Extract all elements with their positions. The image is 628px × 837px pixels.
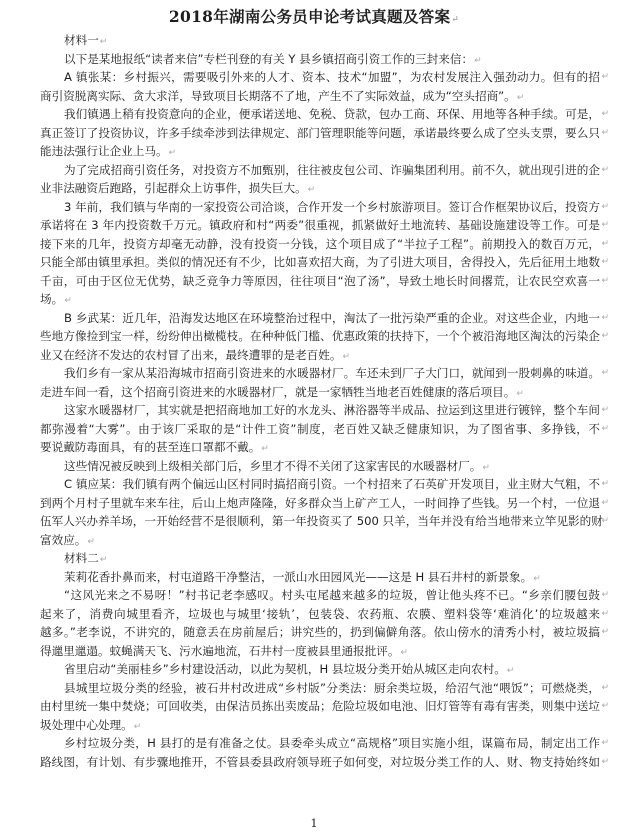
paragraph-line: 到两个月村子里就车来车往，后山上炮声隆隆，好多群众当上矿产工人，一时间挣了些钱。另一个村，一位退 ↵ [40,494,600,513]
paragraph-first-line: 我们乡有一家从某沿海城市招商引资进来的水暖器材厂。车还未到厂子大门口，就闻到一股刺鼻的味道。 ↵ [40,364,600,383]
paragraph-line: 接下来的几年，投资方却毫无动静，没有投资一分钱，这个项目成了“半拉子工程”。前期投入的数百万元， ↵ [40,235,600,254]
paragraph-first-line: 以下是某地报纸“读者来信”专栏刊登的有关 Y 县乡镇招商引资工作的三封来信： ↵ [40,50,600,69]
paragraph-line: 都弥漫着“大雾”。由于该厂采取的是“计件工资”制度，老百姓又缺乏健康知识，为了图省事、多挣钱，不 ↵ [40,420,600,439]
paragraph-first-line: 县城里垃圾分类的经验，被石井村改进成“乡村版”分类法：厨余类垃圾，给沼气池“喂饭”；可燃烧类， ↵ [40,679,600,698]
page-number: 1 [310,817,318,830]
paragraph-line: 走进车间一看，这个招商引资进来的水暖器材厂，就是一家牺牲当地老百姓健康的落后项目。 ↵ [40,383,600,402]
paragraph-line: 越多。”老李说，不讲究的，随意丢在房前屋后；讲究些的，扔到偏僻角落。依山傍水的清秀小村，被垃圾搞 ↵ [40,623,600,642]
paragraph-first-line: C 镇应某：我们镇有两个偏远山区村同时搞招商引资。一个村招来了石英矿开发项目，业主财大气粗，不 ↵ [40,475,600,494]
paragraph-line: 富效应。 ↵ [40,531,600,550]
paragraph-line: 起来了，消费向城里看齐，垃圾也与城里‘接轨’，包装袋、农药瓶、农膜、塑料袋等‘难消化’的垃圾越来 ↵ [40,605,600,624]
paragraph-line: 能违法强行让企业上马。 ↵ [40,142,600,161]
paragraph-line: 路线图，有计划、有步骤地推开，不管县委县政府领导班子如何变，对垃圾分类工作的人、财、物支持始终如 ↵ [40,753,600,772]
paragraph-first-line: B 乡武某：近几年，沿海发达地区在环境整治过程中，淘汰了一批污染严重的企业。对这些企业，内地一 ↵ [40,309,600,328]
paragraph-line: 伍军人兴办养羊场，一开始经营不是很顺利，第一年投资买了 500 只羊，当年并没有给当地带来立竿见影的财 ↵ [40,512,600,531]
paragraph-first-line: 我们镇遇上稍有投资意向的企业，便承诺送地、免税、贷款，包办工商、环保、用地等各种手续。可是， ↵ [40,105,600,124]
paragraph-line: 只能全部由镇里承担。类似的情况还有不少，比如喜欢招大商，为了引进大项目，舍得投入，先后征用土地数 ↵ [40,253,600,272]
paragraph-first-line: 材料二 ↵ [40,549,600,568]
paragraph-first-line: 乡村垃圾分类，H 县打的是有准备之仗。县委牵头成立“高规格”项目实施小组，谋篇布局，制定出工作 ↵ [40,734,600,753]
paragraph-first-line: 茉莉花香扑鼻而来，村屯道路干净整洁，一派山水田园风光——这是 H 县石井村的新景象。 ↵ [40,568,600,587]
paragraph-first-line: “这风光来之不易呀！”村书记老李感叹。村头屯尾越来越多的垃圾，曾让他头疼不已。“乡亲们腰包鼓 ↵ [40,586,600,605]
paragraph-line: 商引资脱离实际、贪大求洋，导致项目长期落不了地，产生不了实际效益，成为“空头招商”。 ↵ [40,87,600,106]
paragraph-first-line: 材料一 ↵ [40,31,600,50]
document-body [40,31,603,771]
paragraph-line: 圾处理中心处理。 ↵ [40,716,600,735]
paragraph-line: 场。 ↵ [40,290,600,309]
paragraph-line: 业又在经济不发达的农村冒了出来，最终遭罪的是老百姓。 ↵ [40,346,600,365]
paragraph-first-line: A 镇张某：乡村振兴，需要吸引外来的人才、资本、技术“加盟”，为农村发展注入强劲动力。但有的招 ↵ [40,68,600,87]
paragraph-line: 千亩，可由于区位无优势，缺乏竞争力等原因，往往项目“泡了汤”，导致土地长时间撂荒，让农民空欢喜一 ↵ [40,272,600,291]
document-title: 2018年湖南公务员申论考试真题及答案 ↵ [0,5,628,27]
paragraph-line: 得邋里邋遢。蚊蝇满天飞、污水遍地流，石井村一度被县里通报批评。 ↵ [40,642,600,661]
paragraph-line: 要说戴防毒面具，有的甚至连口罩都不戴。 ↵ [40,438,600,457]
paragraph-line: 些地方像捡到宝一样，纷纷伸出橄榄枝。在种种低门槛、优惠政策的扶持下，一个个被沿海地区淘汰的污染企 ↵ [40,327,600,346]
paragraph-line: 真正签订了投资协议，许多手续牵涉到法律规定、部门管理职能等问题，承诺最终要么成了空头支票，要么只 ↵ [40,124,600,143]
paragraph-line: 由村里统一集中焚烧；可回收类，由保洁员拣出卖废品；危险垃圾如电池、旧灯管等有毒有害类，则集中送垃 ↵ [40,697,600,716]
paragraph-first-line: 这家水暖器材厂，其实就是把招商地加工好的水龙头、淋浴器等半成品、拉运到这里进行镀锌，整个车间 ↵ [40,401,600,420]
paragraph-line: 业非法融资后跑路，引起群众上访事件，损失巨大。 ↵ [40,179,600,198]
paragraph-line: 承诺将在 3 年内投资数千万元。镇政府和村“两委”很重视，抓紧做好土地流转、基础设施建设等工作。可是 ↵ [40,216,600,235]
paragraph-first-line: 3 年前，我们镇与华南的一家投资公司洽谈，合作开发一个乡村旅游项目。签订合作框架协议后，投资方 ↵ [40,198,600,217]
paragraph-first-line: 省里启动“美丽桂乡”乡村建设活动，以此为契机，H 县垃圾分类开始从城区走向农村。 ↵ [40,660,600,679]
paragraph-first-line: 为了完成招商引资任务，对投资方不加甄别，往往被皮包公司、诈骗集团利用。前不久，就出现引进的企 ↵ [40,161,600,180]
paragraph-first-line: 这些情况被反映到上级相关部门后，乡里才不得不关闭了这家害民的水暖器材厂。 ↵ [40,457,600,476]
